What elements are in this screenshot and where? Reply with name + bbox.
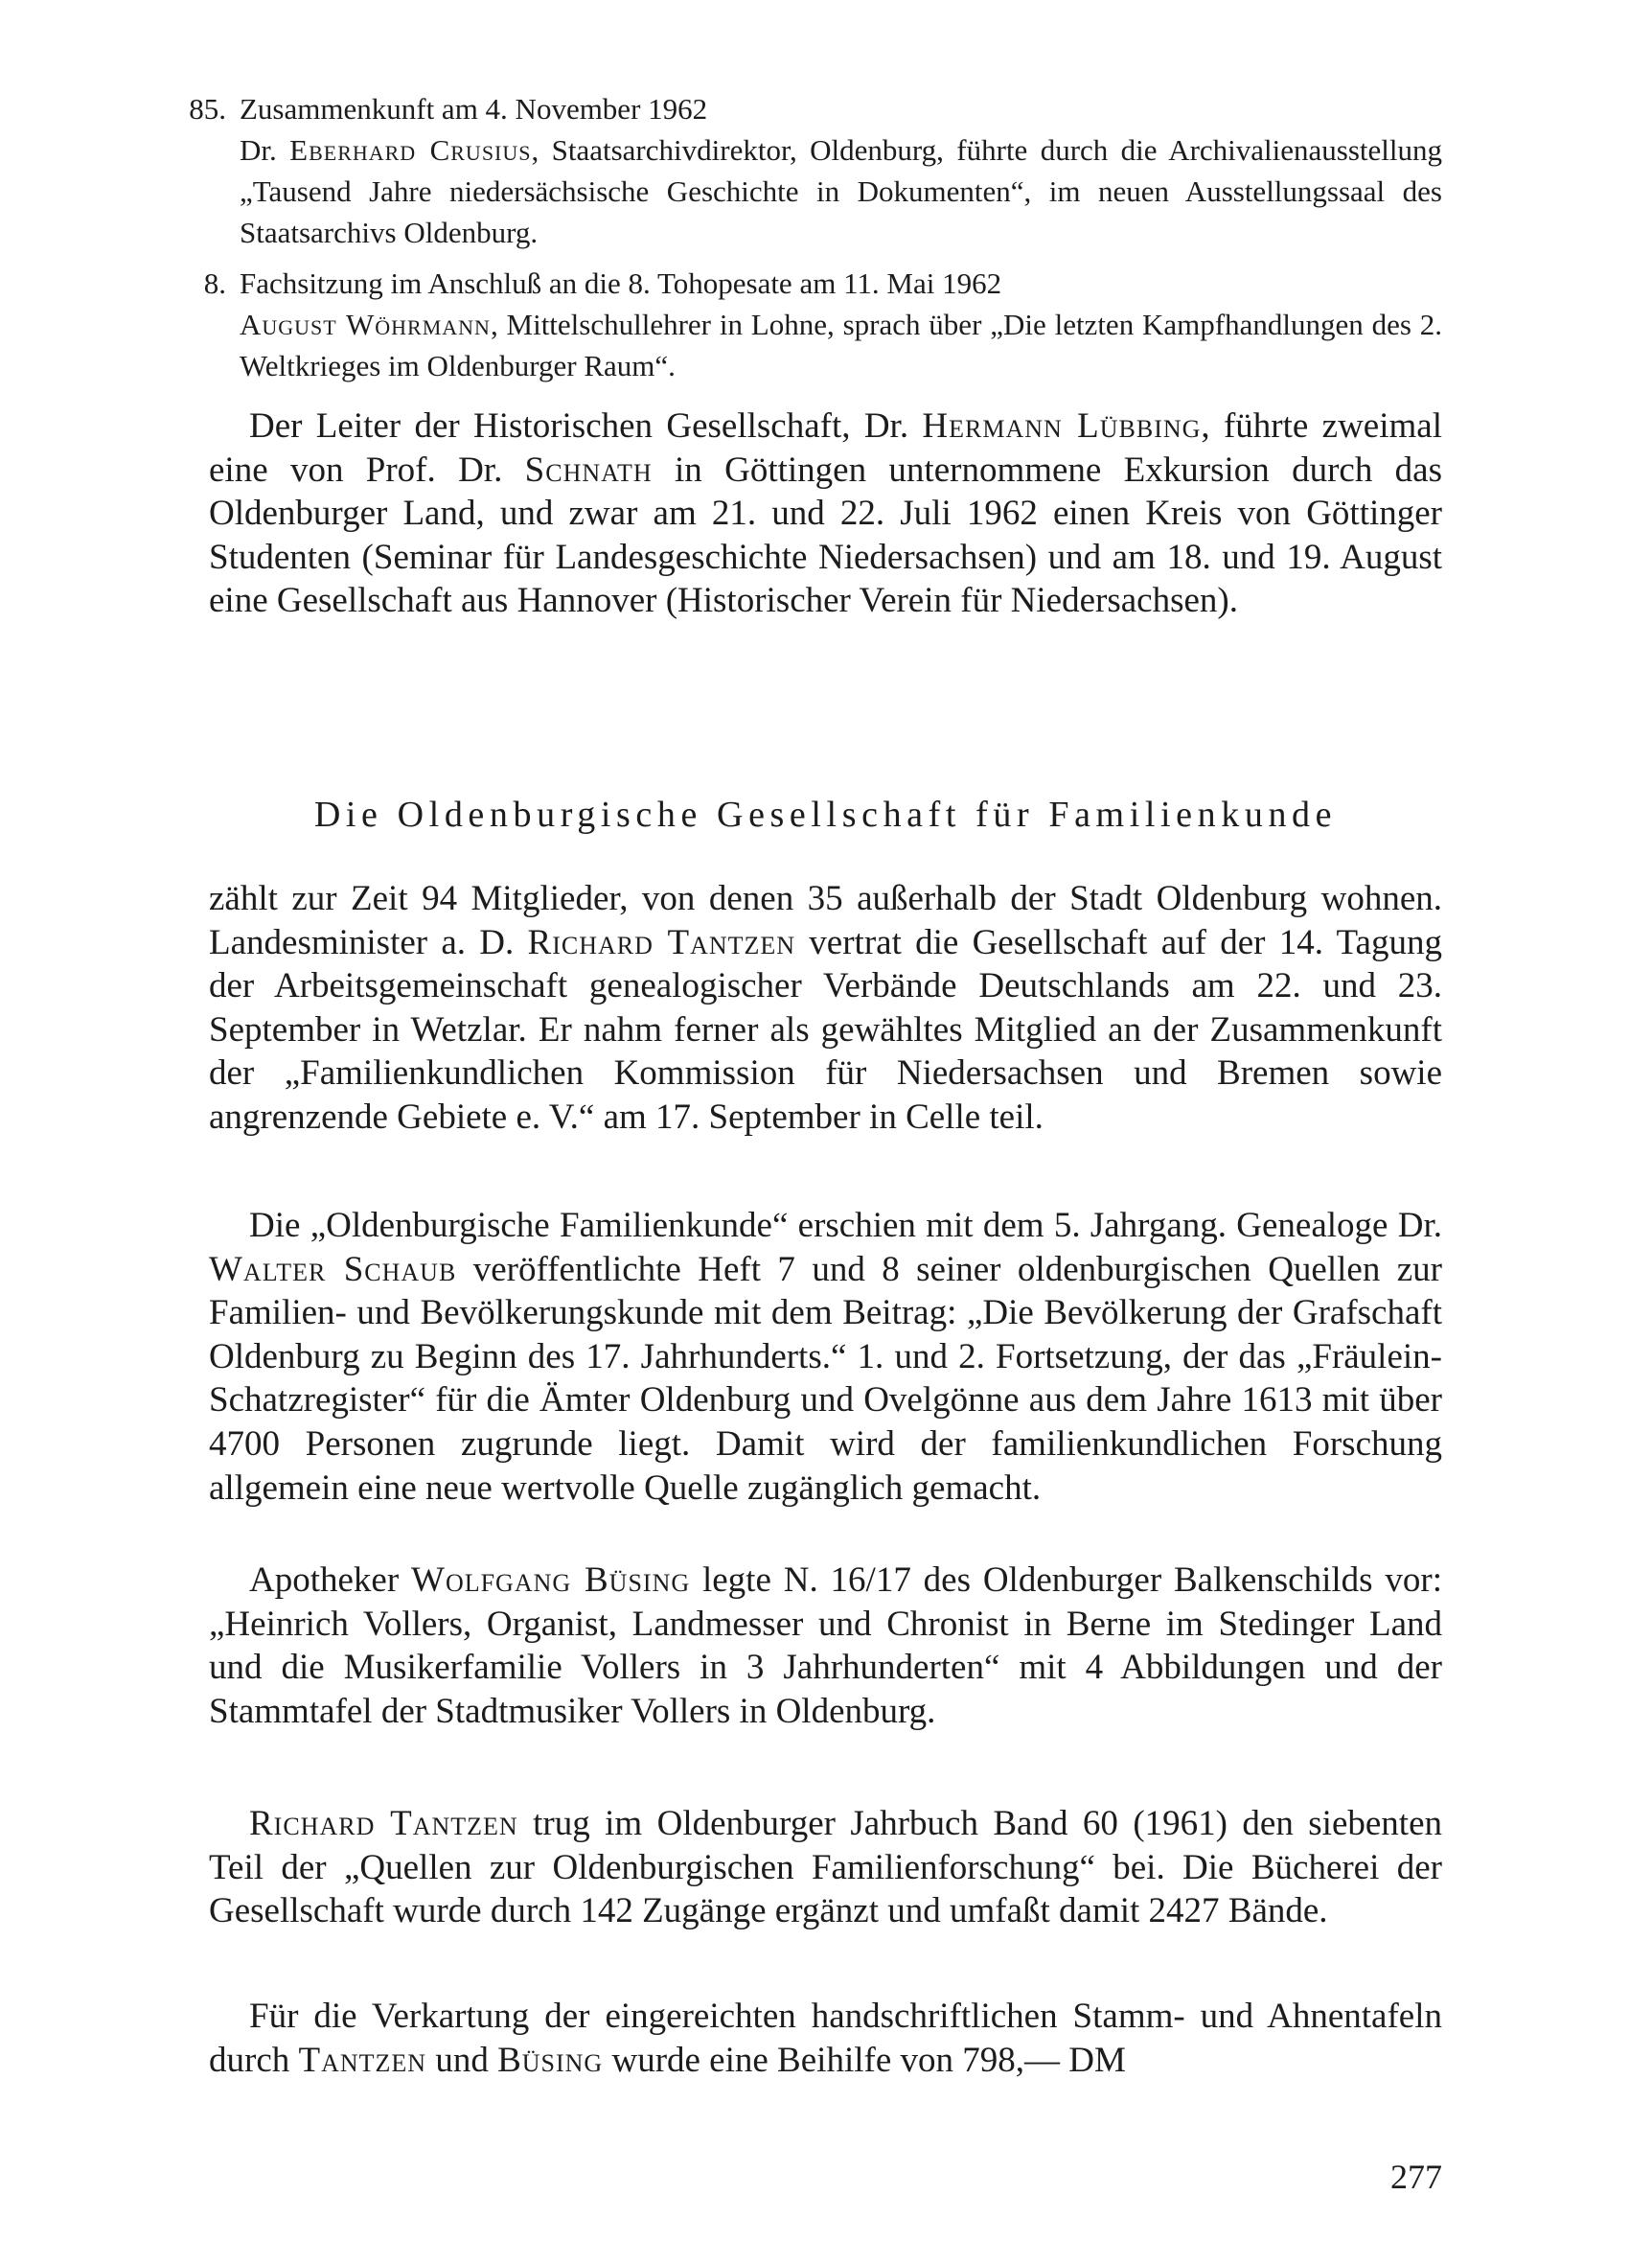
list-item — [203, 263, 1442, 386]
paragraph-members — [209, 877, 1442, 1140]
entry-text — [240, 129, 1442, 253]
paragraph-balkenschild — [209, 1559, 1442, 1733]
person-name: Walter Schaub — [209, 1249, 457, 1289]
person-name: Eberhard Crusius — [289, 133, 532, 167]
text-run: zählt zur Zeit 94 Mitglieder, von denen 35 außerhalb der Stadt Oldenburg wohnen. Landesminister a. D. — [209, 879, 1442, 962]
text-run: Für die Verkartung der eingereichten handschriftlichen Stamm- und Ahnentafeln durch — [209, 1997, 1442, 2080]
person-name: Richard Tantzen — [527, 922, 796, 962]
text-run: vertrat die Gesellschaft auf der 14. Tagung der Arbeitsgemeinschaft genealogischer Verbände Deutschlands am 22. und 23. September in Wetzlar. Er nahm ferner als gewähltes Mitglied an der Zusammenkunft der „Familienkundlichen Kommission für Niedersachsen und Bremen sowie angrenzende Gebiete e. V.“ am 17. September in Celle teil. — [209, 922, 1442, 1137]
entry-text — [240, 304, 1442, 386]
text-run: und — [426, 2040, 498, 2080]
text-run: wurde eine Beihilfe von 798,— DM — [603, 2040, 1126, 2080]
text-run: legte N. 16/17 des Oldenburger Balkenschilds vor: „Heinrich Vollers, Organist, Landmesser und Chronist in Berne im Stedinger Land und die Musikerfamilie Vollers in 3 Jahrhunderten“ mit 4 Abbildungen und der Stammtafel der Stadtmusiker Vollers in Oldenburg. — [209, 1560, 1443, 1731]
page-number: 277 — [1390, 2158, 1442, 2196]
paragraph-jahrbuch — [209, 1802, 1442, 1933]
paragraph-verkartung — [209, 1995, 1442, 2082]
entry-text-rest: , Staatsarchivdirektor, Oldenburg, führte durch die Archivalienausstellung „Tausend Jahre niedersächsische Geschichte in Dokumenten“, im neuen Ausstellungssaal des Staatsarchivs Oldenburg. — [240, 133, 1443, 249]
entry-number: 8. — [203, 266, 226, 300]
person-name: Büsing — [497, 2040, 604, 2080]
text-run: veröffentlichte Heft 7 und 8 seiner oldenburgischen Quellen zur Familien- und Bevölkerungskunde mit dem Beitrag: „Die Bevölkerung der Grafschaft Oldenburg zu Beginn des 17. Jahrhunderts.“ 1. und 2. Fortsetzung, der das „Fräulein-Schatzregister“ für die Ämter Oldenburg und Ovelgönne aus dem Jahre 1613 mit über 4700 Personen zugrunde liegt. Damit wird der familienkundlichen Forschung allgemein eine neue wertvolle Quelle zugänglich gemacht. — [209, 1249, 1442, 1508]
section-heading: Die Oldenburgische Gesellschaft für Familienkunde — [313, 795, 1338, 835]
list-item — [189, 88, 1443, 253]
text-run: trug im Oldenburger Jahrbuch Band 60 (1961) den siebenten Teil der „Quellen zur Oldenburgischen Familienforschung“ bei. Die Bücherei der Gesellschaft wurde durch 142 Zugänge ergänzt und umfaßt damit 2427 Bände. — [209, 1804, 1442, 1931]
text-run: Der Leiter der Historischen Gesellschaft, Dr. — [249, 406, 923, 446]
text-run: Die „Oldenburgische Familienkunde“ erschien mit dem 5. Jahrgang. Genealoge Dr. — [249, 1206, 1442, 1245]
person-name: Wolfgang Büsing — [411, 1560, 691, 1600]
person-name: Richard Tantzen — [249, 1804, 518, 1843]
text-run: in Göttingen unternommene Exkursion durch das Oldenburger Land, und zwar am 21. und 22. Juli 1962 einen Kreis von Göttinger Studenten (Seminar für Landesgeschichte Niedersachsen) und am 18. und 19. August eine Gesellschaft aus Hannover (Historischer Verein für Niedersachsen). — [209, 450, 1442, 621]
entry-text-prefix: Dr. — [240, 133, 290, 167]
entry-title: Fachsitzung im Anschluß an die 8. Tohopesate am 11. Mai 1962 — [240, 266, 1002, 300]
text-run: Apotheker — [249, 1560, 412, 1600]
paragraph-excursions — [209, 404, 1442, 623]
entry-title: Zusammenkunft am 4. November 1962 — [240, 92, 708, 126]
entry-text-rest: , Mittelschullehrer in Lohne, sprach über „Die letzten Kampfhandlungen des 2. Weltkrieges im Oldenburger Raum“. — [240, 308, 1442, 382]
entry-number: 85. — [189, 92, 226, 126]
meeting-list — [189, 88, 1443, 386]
person-name: Tantzen — [298, 2040, 427, 2080]
text-run: , führte zweimal eine von Prof. Dr. — [209, 406, 1442, 490]
person-name: Schnath — [524, 450, 653, 490]
person-name: Hermann Lübbing — [922, 406, 1202, 446]
paragraph-publications — [209, 1204, 1442, 1510]
person-name: August Wöhrmann — [240, 308, 491, 341]
